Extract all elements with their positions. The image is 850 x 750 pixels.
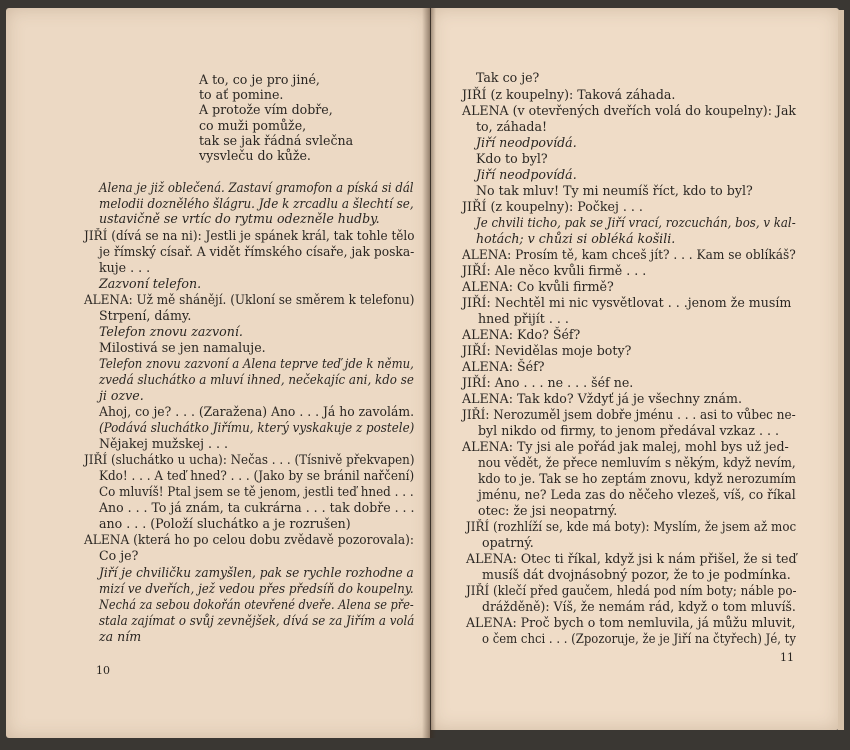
dialogue-line: drážděně): Víš, že nemám rád, když o tom mluvíš. — [482, 599, 796, 614]
dialogue-line: Co je? — [99, 548, 139, 563]
stage-direction: za ním — [99, 629, 142, 644]
stage-direction: Telefon znovu zazvoní a Alena teprve teď jde k němu, — [99, 356, 414, 371]
dialogue-line: JIŘÍ (rozhlíží se, kde má boty): Myslím, že jsem až moc — [466, 519, 797, 534]
dialogue-line: JIŘÍ (dívá se na ni): Jestli je spánek král, tak tohle tělo — [84, 228, 415, 243]
poem-line: A protože vím dobře, — [199, 102, 333, 117]
stage-direction: ji ozve. — [99, 388, 144, 403]
dialogue-line: ALENA: Co kvůli firmě? — [462, 279, 614, 294]
dialogue-line: Milostivá se jen namaluje. — [99, 340, 266, 355]
dialogue-line: Tak co je? — [476, 70, 540, 85]
dialogue-line: JIŘÍ (sluchátko u ucha): Nečas . . . (Tísnivě překvapen) — [84, 452, 415, 467]
dialogue-line: ALENA: Otec ti říkal, když jsi k nám přišel, že si teď — [466, 551, 797, 566]
dialogue-line: JIŘÍ: Ale něco kvůli firmě . . . — [462, 263, 647, 278]
dialogue-line: JIŘÍ (z koupelny): Počkej . . . — [462, 199, 643, 214]
page-number: 11 — [780, 651, 794, 664]
stage-direction: Telefon znovu zazvoní. — [99, 324, 243, 339]
dialogue-line: ALENA: Ty jsi ale pořád jak malej, mohl bys už jed- — [462, 439, 789, 454]
stage-direction: Jiří neodpovídá. — [476, 135, 577, 150]
dialogue-line: ALENA (v otevřených dveřích volá do koupelny): Jak — [462, 103, 797, 118]
poem-line: tak se jak řádná svlečna — [199, 133, 354, 148]
dialogue-line: Co mluvíš! Ptal jsem se tě jenom, jestli teď hned . . . — [99, 484, 414, 499]
dialogue-line: ALENA (která ho po celou dobu zvědavě pozorovala): — [84, 532, 414, 547]
dialogue-line: opatrný. — [482, 535, 534, 550]
dialogue-line: ALENA: Proč bych o tom nemluvila, já můžu mluvit, — [466, 615, 796, 630]
poem-line: vysvleču do kůže. — [199, 148, 311, 163]
dialogue-line: Strpení, dámy. — [99, 308, 192, 323]
dialogue-line: JIŘÍ: Ano . . . ne . . . šéf ne. — [462, 375, 634, 390]
stage-direction: zvedá sluchátko a mluví ihned, nečekajíc ani, kdo se — [99, 372, 414, 387]
dialogue-line: ano . . . (Položí sluchátko a je rozrušen) — [99, 516, 351, 531]
dialogue-line: je římský císař. A vidět římského císaře, jak poska- — [99, 244, 415, 259]
dialogue-line: kuje . . . — [99, 260, 151, 275]
poem-line: co muži pomůže, — [199, 118, 307, 133]
dialogue-line: ALENA: Šéf? — [462, 359, 545, 374]
stage-direction: mizí ve dveřích, jež vedou přes předsíň do koupelny. — [99, 581, 414, 596]
dialogue-line: ALENA: Už mě shánějí. (Ukloní se směrem k telefonu) — [84, 292, 415, 307]
dialogue-line: Ano . . . To já znám, ta cukrárna . . . tak dobře . . . — [99, 500, 415, 515]
dialogue-line: kdo to je. Tak se ho zeptám znovu, když nerozumím — [478, 471, 797, 486]
dialogue-line: JIŘÍ: Nerozuměl jsem dobře jménu . . . asi to vůbec ne- — [462, 407, 796, 422]
stage-direction: Jiří je chviličku zamyšlen, pak se rychle rozhodne a — [99, 565, 414, 580]
dialogue-line: No tak mluv! Ty mi neumíš říct, kdo to byl? — [476, 183, 753, 198]
dialogue-line: JIŘÍ (klečí před gaučem, hledá pod ním boty; náble po- — [466, 583, 797, 598]
stage-direction: melodii doznělého šlágru. Jde k zrcadlu a šlechtí se, — [99, 196, 414, 211]
dialogue-line: JIŘÍ (z koupelny): Taková záhada. — [462, 87, 676, 102]
dialogue-line: jménu, ne? Leda zas do něčeho vlezeš, víš, co říkal — [478, 487, 796, 502]
dialogue-line: ALENA: Prosím tě, kam chceš jít? . . . Kam se oblíkáš? — [462, 247, 796, 262]
dialogue-line: ALENA: Tak kdo? Vždyť já je všechny znám. — [462, 391, 742, 406]
dialogue-line: JIŘÍ: Nechtěl mi nic vysvětlovat . . .jenom že musím — [462, 295, 792, 310]
dialogue-line: JIŘÍ: Nevidělas moje boty? — [462, 343, 632, 358]
poem-line: A to, co je pro jiné, — [199, 72, 320, 87]
dialogue-line: nou vědět, že přece nemluvím s někým, když nevím, — [478, 455, 796, 470]
stage-direction: Zazvoní telefon. — [99, 276, 202, 291]
stage-direction: stala zajímat o svůj zevnějšek, dívá se za Jiřím a volá — [99, 613, 415, 628]
stage-direction: ustavičně se vrtíc do rytmu odezněle hudby. — [99, 211, 380, 226]
stage-direction: Je chvili ticho, pak se Jiří vrací, rozcuchán, bos, v kal- — [476, 215, 796, 230]
dialogue-line: otec: že jsi neopatrný. — [478, 503, 618, 518]
dialogue-line: Ahoj, co je? . . . (Zaražena) Ano . . . Já ho zavolám. — [99, 404, 415, 419]
dialogue-line: Nějakej mužskej . . . — [99, 436, 229, 451]
page-edge — [838, 10, 844, 730]
book-gutter — [422, 8, 436, 738]
poem-line: to ať pomine. — [199, 87, 284, 102]
stage-direction: Nechá za sebou dokořán otevřené dveře. Alena se pře- — [99, 597, 414, 612]
dialogue-line: byl nikdo od firmy, to jenom předával vzkaz . . . — [478, 423, 780, 438]
dialogue-line: Kdo! . . . A teď hned? . . . (Jako by se bránil nařčení) — [99, 468, 415, 483]
stage-direction: Jiří neodpovídá. — [476, 167, 577, 182]
dialogue-line: musíš dát dvojnásobný pozor, že to je podmínka. — [482, 567, 791, 582]
stage-direction: (Podává sluchátko Jiřímu, který vyskakuje z postele) — [99, 420, 415, 435]
page-number: 10 — [96, 664, 110, 677]
dialogue-line: hned přijít . . . — [478, 311, 569, 326]
dialogue-line: Kdo to byl? — [476, 151, 548, 166]
stage-direction: hotách; v chůzi si obléká košili. — [476, 231, 676, 246]
stage-direction: Alena je již oblečená. Zastaví gramofon a píská si dál — [99, 180, 414, 195]
dialogue-line: to, záhada! — [476, 119, 548, 134]
dialogue-line: ALENA: Kdo? Šéf? — [462, 327, 581, 342]
dialogue-line: o čem chci . . . (Zpozoruje, že je Jiří na čtyřech) Jé, ty — [482, 631, 796, 646]
